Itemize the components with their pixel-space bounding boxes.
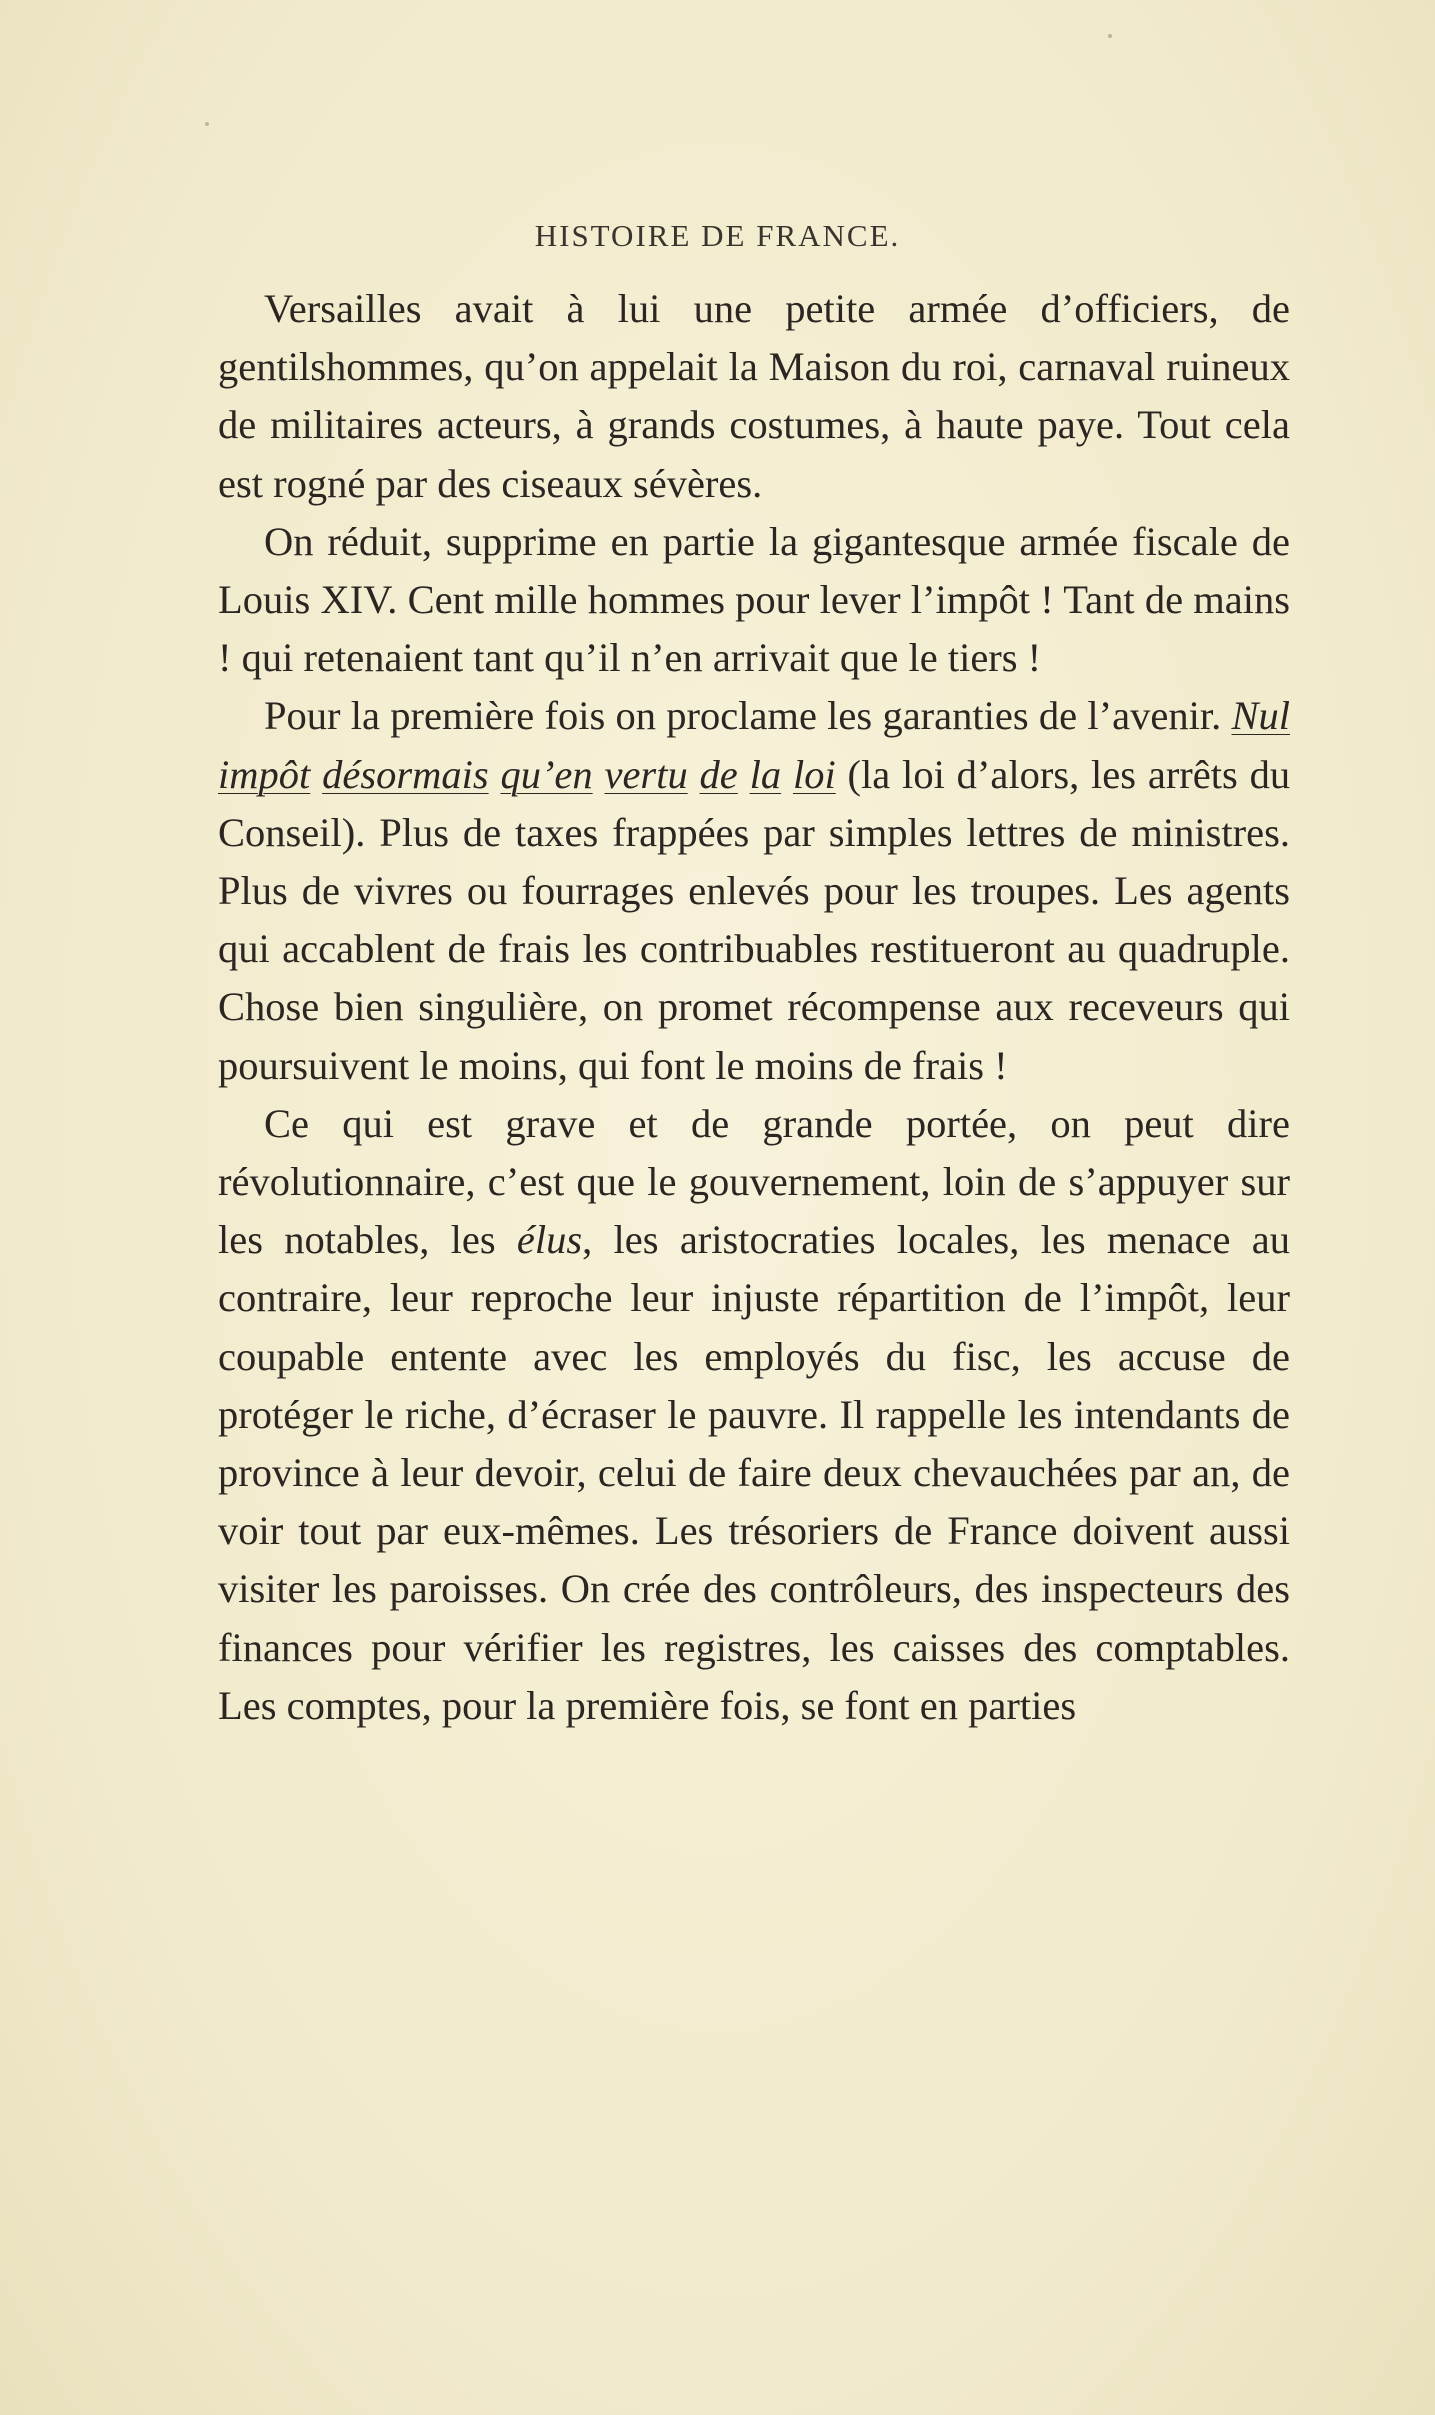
emphasized-phrase-word: impôt [218, 751, 311, 797]
emphasized-phrase-word: loi [792, 751, 836, 797]
emphasized-phrase-word: qu’en [500, 751, 593, 797]
paragraph-3-text: Pour la première fois on proclame les garanties de l’avenir. [264, 693, 1222, 739]
emphasized-phrase-word: désormais [322, 751, 489, 797]
body-text [218, 280, 1290, 1735]
emphasized-phrase-word: la [749, 751, 782, 797]
emphasized-phrase-word: de [699, 751, 738, 797]
paper-speck [205, 122, 209, 126]
paragraph-2: On réduit, supprime en partie la gigantesque armée fiscale de Louis XIV. Cent mille hommes pour lever l’impôt ! Tant de mains ! qui retenaient tant qu’il n’en arrivait que le tiers ! [218, 518, 1290, 681]
paragraph-3 [218, 687, 1290, 1094]
paragraph-1: Versailles avait à lui une petite armée d’officiers, de gentilshommes, qu’on appelait la Maison du roi, carnaval ruineux de militaires acteurs, à grands costumes, à haute paye. Tout cela est rogné par des ciseaux sévères. [218, 286, 1290, 506]
paragraph-3-text-continued: (la loi d’alors, les arrêts du Conseil). Plus de taxes frappées par simples lettres de ministres. Plus de vivres ou fourrages enlevés pour les troupes. Les agents qui accablent de frais les contribuables restitueront au quadruple. Chose bien singulière, on promet récompense aux receveurs qui poursuivent le moins, qui font le moins de frais ! [218, 751, 1291, 1088]
emphasized-phrase-word: vertu [604, 751, 688, 797]
paragraph-4-text: Ce qui est grave et de grande portée, on peut dire révolutionnaire, c’est que le gouvernement, loin de s’appuyer sur les notables, les [218, 1100, 1290, 1263]
paragraph-4 [218, 1095, 1290, 1735]
paragraph-4-text-continued: , les aristocraties locales, les menace au contraire, leur reproche leur injuste répartition de l’impôt, leur coupable entente avec les employés du fisc, les accuse de protéger le riche, d’écraser le pauvre. Il rappelle les intendants de province à leur devoir, celui de faire deux chevauchées par an, de voir tout par eux-mêmes. Les trésoriers de France doivent aussi visiter les paroisses. On crée des contrôleurs, des inspecteurs des finances pour vérifier les registres, les caisses des comptables. Les comptes, pour la première fois, se font en parties [218, 1217, 1291, 1728]
emphasized-word: élus [516, 1217, 583, 1263]
emphasized-phrase-word: Nul [1231, 693, 1291, 739]
paper-speck [1108, 34, 1112, 38]
running-head: HISTOIRE DE FRANCE. [534, 218, 901, 253]
